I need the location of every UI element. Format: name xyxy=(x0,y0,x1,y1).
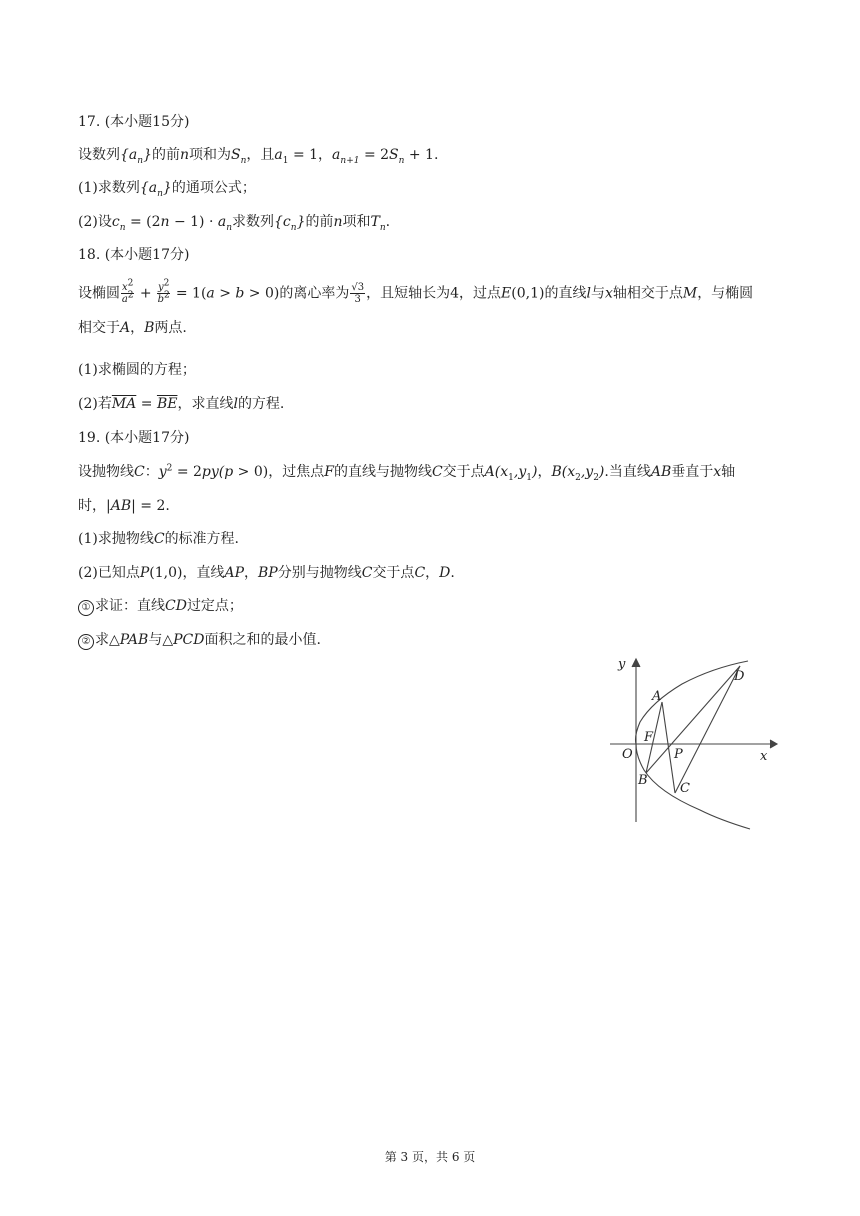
label-B: B xyxy=(638,773,648,788)
q17-stem: 设数列$\{a_n\}$的前n项和为$S_n$，且$a_1 = 1$，$a_{n+1} = 2S_n + 1$. xyxy=(78,147,439,166)
q17-title: 17. (本小题15分) xyxy=(78,114,190,130)
q18-stem-line2: 相交于A，B两点. xyxy=(78,320,187,336)
label-x: x xyxy=(760,749,768,764)
q19-part1: (1)求抛物线C的标准方程. xyxy=(78,531,240,547)
y-axis-arrow xyxy=(632,659,640,667)
q18-part1: (1)求椭圆的方程； xyxy=(78,362,196,378)
label-A: A xyxy=(652,689,662,704)
q18-stem: 设椭圆 $\frac{x^2}{a^2}$ + $\frac{y^2}{b^2}$ = 1(a > b > 0)的离心率为 $\frac{√3}{3}$ ，且短轴长为4，过点E(0,1)的直线l与x轴相交于点M，与椭圆 xyxy=(78,278,754,305)
q19-sub2: ② 求△PAB与△PCD面积之和的最小值. xyxy=(78,630,321,650)
label-P: P xyxy=(674,747,683,762)
q17-part2: (2)设$c_n = (2n - 1) \cdot a_n$求数列$\{c_n\}$的前n项和$T_n$. xyxy=(78,214,391,233)
label-F: F xyxy=(644,730,654,745)
q18-part2: (2)若$\overline{MA} = \overline{BE}$，求直线l的方程. xyxy=(78,396,285,412)
parabola-figure xyxy=(600,652,790,832)
label-y: y xyxy=(618,657,626,672)
q19-stem: 设抛物线C：$y^2 = 2py(p > 0)$，过焦点F的直线与抛物线C交于点$A(x_1,y_1)$，$B(x_2,y_2)$.当直线AB垂直于x轴 xyxy=(78,463,736,483)
page-footer: 第 3 页，共 6 页 xyxy=(384,1150,476,1164)
q19-sub1: ① 求证：直线CD过定点； xyxy=(78,596,243,616)
label-C: C xyxy=(680,781,690,796)
q17-part1: (1)求数列$\{a_n\}$的通项公式； xyxy=(78,180,256,199)
label-D: D xyxy=(734,669,745,684)
label-O: O xyxy=(622,747,633,762)
q19-title: 19. (本小题17分) xyxy=(78,430,190,446)
q19-stem-line2: 时，|AB| = 2. xyxy=(78,498,170,514)
x-axis-arrow xyxy=(770,740,777,748)
q18-title: 18. (本小题17分) xyxy=(78,247,190,263)
q19-part2: (2)已知点P(1,0)，直线AP，BP分别与抛物线C交于点C，D. xyxy=(78,565,455,581)
